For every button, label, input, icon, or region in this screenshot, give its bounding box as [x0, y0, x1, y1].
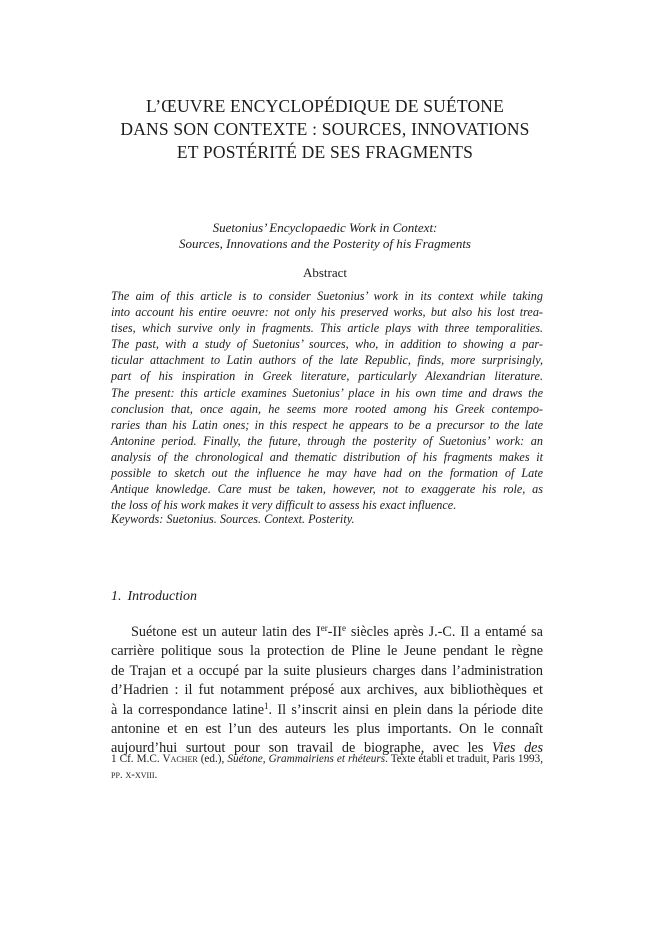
body-text-span: aujourd’hui surtout pour son travail de biographe, avec les [111, 740, 493, 757]
abstract-line: possible to sketch out the influence he may have had on the formation of Late [111, 466, 543, 481]
body-line [111, 623, 543, 642]
footnote-text-span: . Texte établi et traduit, Paris 1993, [385, 753, 544, 765]
footnote-text-span: (ed.), [197, 753, 228, 765]
abstract-line: The aim of this article is to consider Suetonius’ work in its context while taking [111, 289, 543, 303]
abstract-line: analysis of the chronological and thematic distribution of his fragments makes it [111, 449, 543, 464]
body-text-span: . Il s’inscrit ainsi en plein dans la période dite [268, 701, 543, 718]
body-text-span: Suétone est un auteur latin des I [131, 624, 321, 640]
superscript: er [320, 623, 328, 633]
abstract-line: The present: this article examines Suetonius’ place in his own time and draws the [111, 385, 543, 400]
article-title-line: L’ŒUVRE ENCYCLOPÉDIQUE DE SUÉTONE [145, 96, 505, 116]
body-text-span: -II [327, 624, 342, 640]
abstract-line: part of his inspiration in Greek literature, particularly Alexandrian literature. [111, 369, 543, 384]
abstract-line: Antonine period. Finally, the future, through the posterity of Suetonius’ work: an [111, 433, 543, 448]
english-subtitle-line: Suetonius’ Encyclopaedic Work in Context: [212, 220, 438, 235]
body-line: antonine et en est l’un des auteurs les plus importants. On le connaît [111, 721, 543, 738]
footnote-author-smallcaps: acher [170, 753, 198, 765]
abstract-line: Antique knowledge. Care must be taken, however, not to exaggerate his role, as [111, 482, 543, 497]
english-subtitle [60, 220, 590, 252]
abstract-line: raries than his Latin ones; in this respect he appears to be a precursor to the late [111, 417, 543, 432]
abstract-line: conclusion that, once again, he seems more rooted among his Greek contempo- [111, 401, 543, 416]
body-line: de Trajan et a occupé par la suite plusieurs charges dans l’administration [111, 662, 543, 679]
abstract-line: into account his entire oeuvre: not only his preserved works, but also his lost trea- [111, 305, 543, 320]
abstract-line: ticular attachment to Latin authors of the late Republic, finds, more surprisingly, [111, 353, 543, 368]
italic-title: Vies des [492, 740, 543, 757]
body-line [111, 701, 543, 720]
body-text-span: siècles après J.-C. Il a entamé sa [345, 624, 543, 640]
abstract-heading: Abstract [302, 265, 348, 280]
keywords: Keywords: Suetonius. Sources. Context. Posterity. [111, 512, 355, 526]
abstract-text [111, 288, 543, 513]
footnote-marker: 1 [111, 753, 117, 765]
article-title [60, 95, 590, 164]
section-number: 1. [111, 589, 122, 604]
article-title-line: DANS SON CONTEXTE : SOURCES, INNOVATIONS [120, 119, 530, 139]
footnote-reference[interactable]: 1 [264, 700, 269, 711]
footnote [111, 752, 543, 783]
section-heading [111, 588, 197, 606]
abstract-line: tises, which survive only in fragments. This article plays with three temporalities. [111, 321, 543, 336]
body-line: d’Hadrien : il fut notamment préposé aux archives, aux bibliothèques et [111, 682, 543, 699]
english-subtitle-line: Sources, Innovations and the Posterity of his Fragments [179, 236, 471, 251]
body-line: carrière politique sous la protection de Pline le Jeune pendant le règne [111, 643, 543, 660]
abstract-line: The past, with a study of Suetonius’ sources, who, in addition to showing a par- [111, 337, 543, 352]
body-paragraph [111, 623, 543, 759]
superscript: e [341, 623, 346, 633]
footnote-book-title: Suétone, Grammairiens et rhéteurs [227, 753, 386, 765]
abstract-line: the loss of his work makes it very difficult to assess his exact influence. [111, 498, 457, 513]
body-text-span: à la correspondance latine [111, 701, 265, 718]
footnote-line [111, 752, 543, 768]
footnote-line: pp. x-xviii. [111, 768, 158, 781]
article-title-line: ET POSTÉRITÉ DE SES FRAGMENTS [176, 142, 474, 162]
section-title: Introduction [127, 589, 197, 604]
footnote-text-span: Cf. M.C. V [116, 753, 171, 765]
